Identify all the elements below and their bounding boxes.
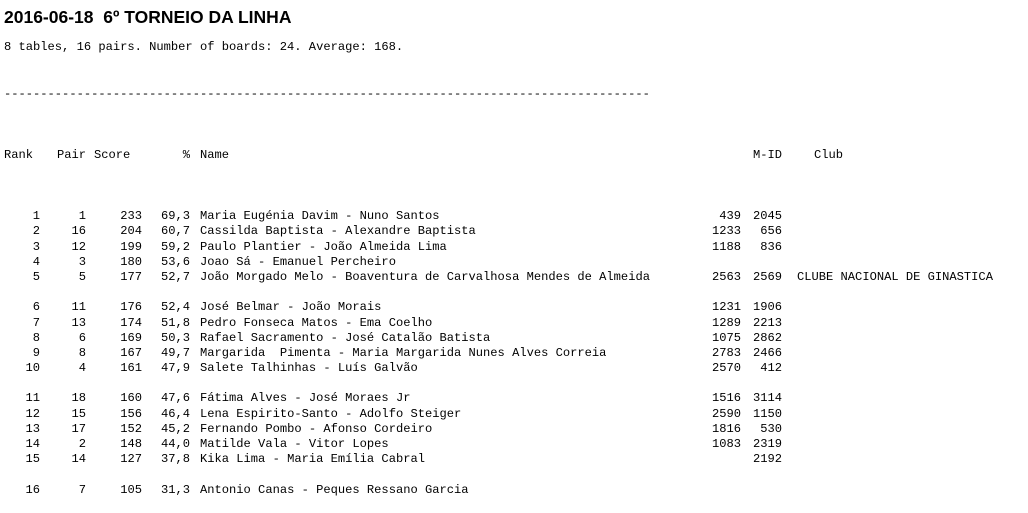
score-cell: 177 — [120, 269, 142, 284]
member-id-2-cell: 2213 — [752, 315, 782, 330]
score-cell: 105 — [120, 482, 142, 497]
score-cell: 156 — [120, 406, 142, 421]
header-percent: % — [182, 148, 190, 163]
name-cell: Margarida Pimenta - Maria Margarida Nunes Alves Correia — [200, 345, 607, 360]
pair-cell: 4 — [78, 361, 86, 376]
name-cell: Lena Espirito-Santo - Adolfo Steiger — [200, 406, 462, 421]
name-cell: Rafael Sacramento - José Catalão Batista — [200, 330, 491, 345]
percent-cell: 46,4 — [160, 406, 190, 421]
pair-cell: 13 — [71, 315, 86, 330]
member-id-2-cell: 2045 — [752, 209, 782, 224]
header-name: Name — [200, 148, 230, 163]
member-id-1-cell: 2563 — [711, 269, 741, 284]
table-row — [4, 437, 993, 452]
table-header-row — [4, 148, 993, 163]
rank-cell: 7 — [32, 315, 40, 330]
member-id-1-cell: 1816 — [711, 421, 741, 436]
score-cell: 233 — [120, 209, 142, 224]
table-row — [4, 407, 993, 422]
name-cell: Kika Lima - Maria Emília Cabral — [200, 452, 425, 467]
score-cell: 176 — [120, 300, 142, 315]
percent-cell: 53,6 — [160, 254, 190, 269]
group-spacer — [4, 376, 993, 391]
score-cell: 160 — [120, 391, 142, 406]
table-row — [4, 422, 993, 437]
club-cell: CLUBE NACIONAL DE GINASTICA — [797, 269, 993, 284]
group-spacer — [4, 194, 993, 209]
name-cell: Salete Talhinhas - Luís Galvão — [200, 361, 418, 376]
percent-cell: 45,2 — [160, 421, 190, 436]
rank-cell: 8 — [32, 330, 40, 345]
percent-cell: 49,7 — [160, 345, 190, 360]
rank-cell: 6 — [32, 300, 40, 315]
percent-cell: 37,8 — [160, 452, 190, 467]
score-cell: 174 — [120, 315, 142, 330]
member-id-2-cell: 1906 — [752, 300, 782, 315]
rank-cell: 4 — [32, 254, 40, 269]
member-id-1-cell: 1075 — [711, 330, 741, 345]
member-id-1-cell: 1188 — [711, 239, 741, 254]
table-row — [4, 240, 993, 255]
table-row — [4, 270, 993, 285]
header-club: Club — [814, 148, 844, 163]
results-rows — [4, 194, 993, 498]
rank-cell: 1 — [32, 209, 40, 224]
table-row — [4, 361, 993, 376]
rank-cell: 2 — [32, 224, 40, 239]
percent-cell: 52,7 — [160, 269, 190, 284]
rank-cell: 16 — [25, 482, 40, 497]
name-cell: Pedro Fonseca Matos - Ema Coelho — [200, 315, 433, 330]
table-row — [4, 224, 993, 239]
member-id-1-cell: 1231 — [711, 300, 741, 315]
score-cell: 161 — [120, 361, 142, 376]
percent-cell: 47,9 — [160, 361, 190, 376]
score-cell: 152 — [120, 421, 142, 436]
member-id-1-cell: 2783 — [711, 345, 741, 360]
table-row — [4, 346, 993, 361]
member-id-2-cell: 530 — [760, 421, 782, 436]
percent-cell: 69,3 — [160, 209, 190, 224]
name-cell: Fátima Alves - José Moraes Jr — [200, 391, 411, 406]
member-id-2-cell: 2862 — [752, 330, 782, 345]
pair-cell: 1 — [78, 209, 86, 224]
table-row — [4, 209, 993, 224]
pair-cell: 16 — [71, 224, 86, 239]
pair-cell: 14 — [71, 452, 86, 467]
pair-cell: 12 — [71, 239, 86, 254]
rank-cell: 14 — [25, 437, 40, 451]
score-cell: 199 — [120, 239, 142, 254]
score-cell: 167 — [120, 345, 142, 360]
rank-cell: 5 — [32, 269, 40, 284]
percent-cell: 47,6 — [160, 391, 190, 406]
table-row — [4, 483, 993, 498]
name-cell: Cassilda Baptista - Alexandre Baptista — [200, 224, 476, 239]
percent-cell: 44,0 — [160, 437, 190, 451]
rank-cell: 12 — [25, 406, 40, 421]
name-cell: Maria Eugénia Davim - Nuno Santos — [200, 209, 440, 224]
pair-cell: 18 — [71, 391, 86, 406]
pair-cell: 8 — [78, 345, 86, 360]
score-cell: 180 — [120, 254, 142, 269]
name-cell: Paulo Plantier - João Almeida Lima — [200, 239, 447, 254]
member-id-1-cell: 2570 — [711, 361, 741, 376]
name-cell: Fernando Pombo - Afonso Cordeiro — [200, 421, 433, 436]
table-row — [4, 316, 993, 331]
header-pair: Pair — [56, 148, 86, 163]
header-score: Score — [94, 148, 131, 163]
header-mid: M-ID — [752, 148, 782, 163]
tournament-summary: 8 tables, 16 pairs. Number of boards: 24. Average: 168. — [4, 40, 404, 54]
member-id-2-cell: 1150 — [752, 406, 782, 421]
score-cell: 169 — [120, 330, 142, 345]
member-id-1-cell: 1289 — [711, 315, 741, 330]
name-cell: Matilde Vala - Vitor Lopes — [200, 437, 389, 451]
separator-line: ----------------------------------------------------------------------------------------- — [4, 87, 650, 101]
pair-cell: 6 — [78, 330, 86, 345]
pair-cell: 17 — [71, 421, 86, 436]
score-cell: 127 — [120, 452, 142, 467]
percent-cell: 50,3 — [160, 330, 190, 345]
member-id-2-cell: 2466 — [752, 345, 782, 360]
rank-cell: 3 — [32, 239, 40, 254]
table-row — [4, 255, 993, 270]
member-id-2-cell: 836 — [760, 239, 782, 254]
pair-cell: 15 — [71, 406, 86, 421]
member-id-2-cell: 2319 — [752, 437, 782, 451]
percent-cell: 52,4 — [160, 300, 190, 315]
member-id-2-cell: 656 — [760, 224, 782, 239]
member-id-1-cell: 2590 — [711, 406, 741, 421]
percent-cell: 51,8 — [160, 315, 190, 330]
member-id-1-cell: 1233 — [711, 224, 741, 239]
page-title: 2016-06-18 6º TORNEIO DA LINHA — [4, 7, 292, 27]
table-row — [4, 300, 993, 315]
member-id-2-cell: 412 — [760, 361, 782, 376]
rank-cell: 9 — [32, 345, 40, 360]
table-row — [4, 452, 993, 467]
name-cell: José Belmar - João Morais — [200, 300, 382, 315]
member-id-2-cell: 2569 — [752, 269, 782, 284]
table-row — [4, 391, 993, 406]
member-id-1-cell: 1516 — [711, 391, 741, 406]
percent-cell: 31,3 — [160, 482, 190, 497]
pair-cell: 3 — [78, 254, 86, 269]
pair-cell: 11 — [71, 300, 86, 315]
rank-cell: 13 — [25, 421, 40, 436]
pair-cell: 2 — [78, 437, 86, 451]
member-id-2-cell: 3114 — [752, 391, 782, 406]
name-cell: João Morgado Melo - Boaventura de Carvalhosa Mendes de Almeida — [200, 269, 650, 284]
rank-cell: 10 — [25, 361, 40, 376]
pair-cell: 5 — [78, 269, 86, 284]
member-id-1-cell: 439 — [719, 209, 741, 224]
score-cell: 148 — [120, 437, 142, 451]
results-table — [4, 118, 993, 513]
percent-cell: 60,7 — [160, 224, 190, 239]
header-rank: Rank — [4, 148, 34, 163]
name-cell: Joao Sá - Emanuel Percheiro — [200, 254, 396, 269]
percent-cell: 59,2 — [160, 239, 190, 254]
rank-cell: 15 — [25, 452, 40, 467]
pair-cell: 7 — [78, 482, 86, 497]
table-row — [4, 331, 993, 346]
member-id-1-cell: 1083 — [711, 437, 741, 451]
score-cell: 204 — [120, 224, 142, 239]
name-cell: Antonio Canas - Peques Ressano Garcia — [200, 482, 469, 497]
group-spacer — [4, 467, 993, 482]
rank-cell: 11 — [25, 391, 40, 406]
member-id-2-cell: 2192 — [752, 452, 782, 467]
group-spacer — [4, 285, 993, 300]
